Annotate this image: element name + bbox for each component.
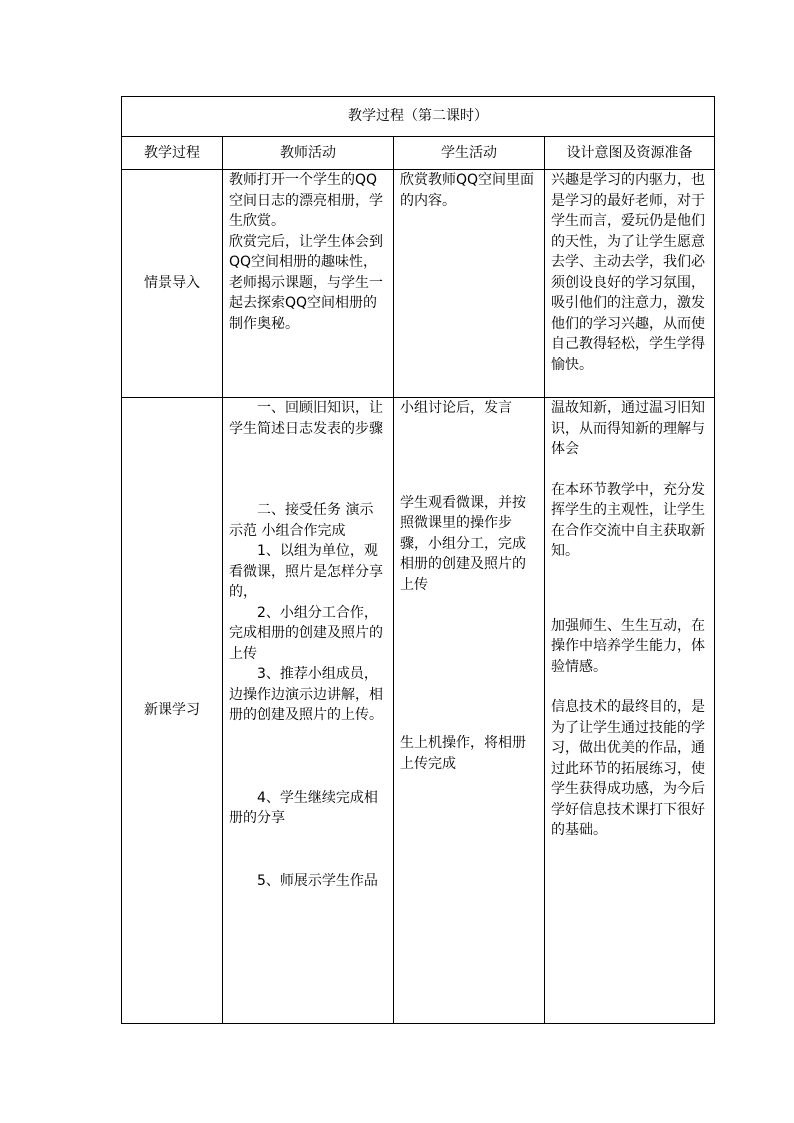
design-note: 信息技术的最终目的，是为了让学生通过技能的学习，做出优美的作品，通过此环节的拓展练习，使学生获得成功感，为今后学好信息技术课打下很好的基础。 [551,699,705,838]
new-stage: 新课学习 [122,398,223,1024]
table-title: 教学过程（第二课时） [122,97,715,137]
new-student-cell [394,398,545,1024]
intro-teacher-text: 教师打开一个学生的QQ空间日志的漂亮相册，学生欣赏。 [229,172,383,229]
design-note: 加强师生、生生互动，在操作中培养学生能力，体验情感。 [551,617,705,675]
teacher-step: 4、学生继续完成相册的分享 [229,789,378,826]
teacher-step: 二、接受任务 演示示范 小组合作完成 [229,502,374,539]
intro-stage: 情景导入 [122,170,223,398]
new-design-cell [545,398,715,1024]
student-step: 学生观看微课，并按照微课里的操作步骤，小组分工，完成相册的创建及照片的上传 [400,494,526,593]
teacher-step: 2、小组分工合作，完成相册的创建及照片的上传 [229,604,383,662]
header-stage: 教学过程 [122,137,223,170]
intro-student-text: 欣赏教师QQ空间里面的内容。 [400,172,535,209]
new-teacher-cell [223,398,394,1024]
lesson-table [121,96,715,1024]
intro-student-cell [394,170,545,398]
design-note: 温故知新，通过温习旧知识，从而得知新的理解与体会 [551,400,705,457]
header-design: 设计意图及资源准备 [545,137,715,170]
intro-teacher-text: 欣赏完后，让学生体会到QQ空间相册的趣味性，老师揭示课题，与学生一起去探索QQ空间相册的制作奥秘。 [229,233,383,332]
student-step: 生上机操作，将相册上传完成 [400,735,526,772]
header-teacher: 教师活动 [223,137,394,170]
student-step: 小组讨论后，发言 [400,400,512,416]
intro-teacher-cell [223,170,394,398]
teacher-step: 一、回顾旧知识，让学生简述日志发表的步骤 [229,400,383,437]
intro-design-text: 兴趣是学习的内驱力，也是学习的最好老师，对于学生而言，爱玩仍是他们的天性，为了让学生愿意去学、主动去学，我们必须创设良好的学习氛围，吸引他们的注意力，激发他们的学习兴趣，从而使自己教得轻松，学生学得愉快。 [551,172,705,373]
teacher-step: 3、推荐小组成员，边操作边演示边讲解，相册的创建及照片的上传。 [229,666,383,723]
header-row [122,137,715,170]
teacher-step: 1、以组为单位，观看微课，照片是怎样分享的， [229,543,383,600]
design-note: 在本环节教学中，充分发挥学生的主观性，让学生在合作交流中自主获取新知。 [551,481,705,559]
teacher-step: 5、师展示学生作品 [257,872,378,889]
header-student: 学生活动 [394,137,545,170]
intro-design-cell [545,170,715,398]
intro-row [122,170,715,398]
new-lesson-row [122,398,715,1024]
title-row [122,97,715,137]
